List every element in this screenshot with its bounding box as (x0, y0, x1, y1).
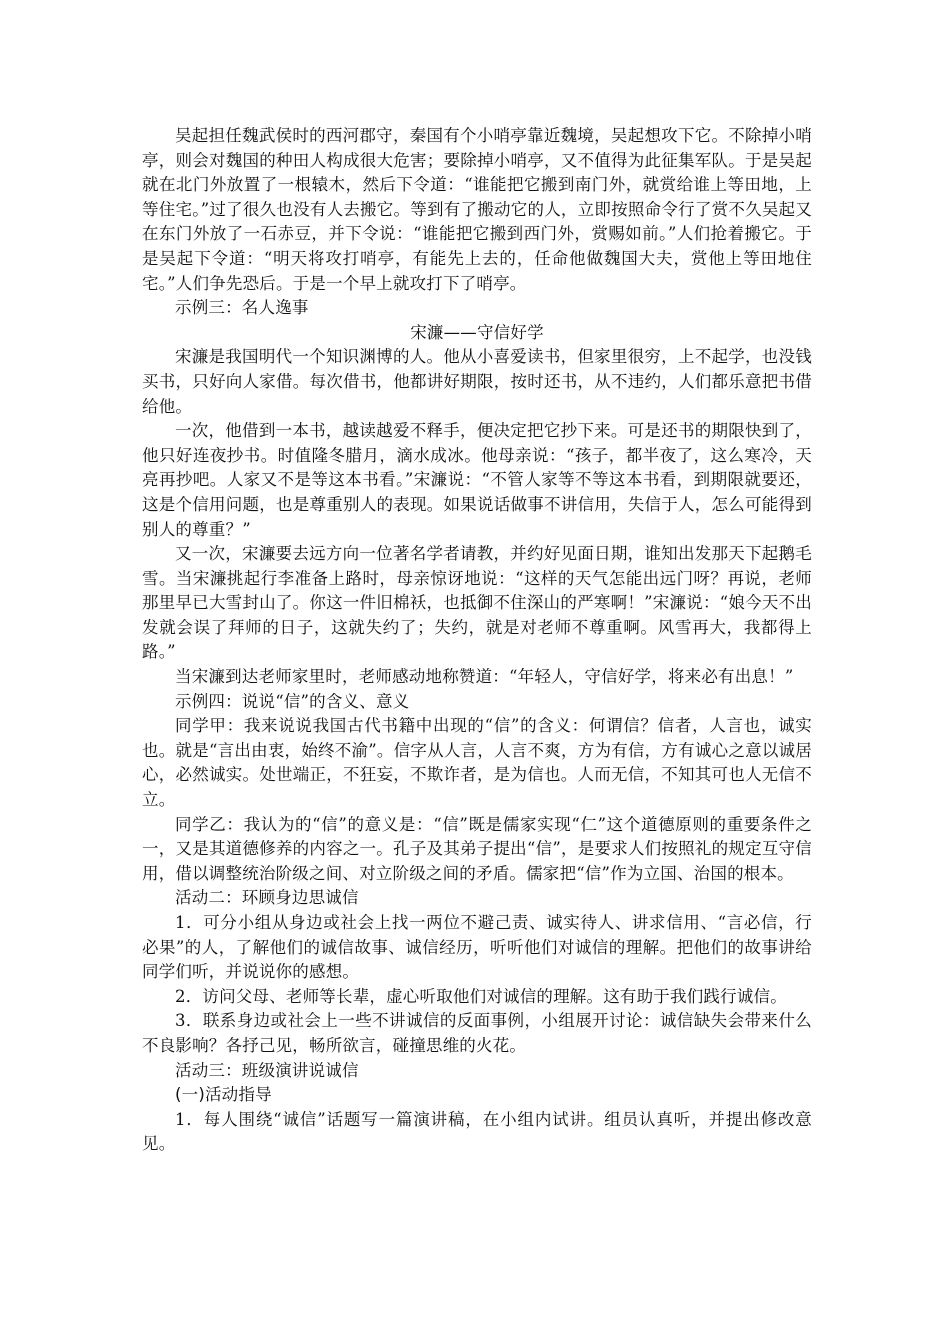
body-paragraph: 同学甲：我来说说我国古代书籍中出现的“信”的含义：何谓信？信者，人言也，诚实也。就是“言出由衷，始终不渝”。信字从人言，人言不爽，方为有信，方有诚心之意以诚居心，必然诚实。处世端正，不狂妄，不欺诈者，是为信也。人而无信，不知其可也人无信不立。 (142, 716, 812, 810)
example-three-label: 示例三：名人逸事 (175, 298, 309, 318)
example-four-label: 示例四：说说“信”的含义、意义 (175, 691, 410, 711)
list-item: 1．每人围绕“诚信”话题写一篇演讲稿，在小组内试讲。组员认真听，并提出修改意见。 (142, 1109, 812, 1154)
list-item: 2．访问父母、老师等长辈，虚心听取他们对诚信的理解。这有助于我们践行诚信。 (175, 986, 787, 1006)
body-paragraph: 又一次，宋濂要去远方向一位著名学者请教，并约好见面日期，谁知出发那天下起鹅毛雪。当宋濂挑起行李准备上路时，母亲惊讶地说：“这样的天气怎能出远门呀？再说，老师那里早已大雪封山了。你这一件旧棉袄，也抵御不住深山的严寒啊！”宋濂说：“娘今天不出发就会误了拜师的日子，这就失约了；失约，就是对老师不尊重啊。风雪再大，我都得上路。” (142, 544, 812, 662)
body-paragraph: 宋濂是我国明代一个知识渊博的人。他从小喜爱读书，但家里很穷，上不起学，也没钱买书，只好向人家借。每次借书，他都讲好期限，按时还书，从不违约，人们都乐意把书借给他。 (142, 347, 812, 416)
list-item: 3．联系身边或社会上一些不讲诚信的反面事例，小组展开讨论：诚信缺失会带来什么不良影响？各抒己见，畅所欲言，碰撞思维的火花。 (142, 1011, 812, 1055)
body-paragraph: 同学乙：我认为的“信”的意义是：“信”既是儒家实现“仁”这个道德原则的重要条件之一，又是其道德修养的内容之一。孔子及其弟子提出“信”，是要求人们按照礼的规定互守信用，借以调整统治阶级之间、对立阶级之间的矛盾。儒家把“信”作为立国、治国的根本。 (142, 814, 812, 883)
list-item: 1．可分小组从身边或社会上找一两位不避己责、诚实待人、讲求信用、“言必信，行必果”的人，了解他们的诚信故事、诚信经历，听听他们对诚信的理解。把他们的故事讲给同学们听，并说说你的感想。 (142, 913, 812, 982)
activity-three-heading: 活动三：班级演讲说诚信 (175, 1060, 359, 1080)
activity-two-heading: 活动二：环顾身边思诚信 (175, 888, 359, 908)
section-heading: (一)活动指导 (175, 1085, 272, 1105)
story-title: 宋濂——守信好学 (410, 322, 544, 342)
body-paragraph: 一次，他借到一本书，越读越爱不释手，便决定把它抄下来。可是还书的期限快到了，他只好连夜抄书。时值隆冬腊月，滴水成冰。他母亲说：“孩子，都半夜了，这么寒冷，天亮再抄吧。人家又不是等这本书看。”宋濂说：“不管人家等不等这本书看，到期限就要还，这是个信用问题，也是尊重别人的表现。如果说话做事不讲信用，失信于人，怎么可能得到别人的尊重？” (142, 421, 812, 539)
body-paragraph: 当宋濂到达老师家里时，老师感动地称赞道：“年轻人，守信好学，将来必有出息！” (175, 667, 794, 687)
story-wuqi-paragraph: 吴起担任魏武侯时的西河郡守，秦国有个小哨亭靠近魏境，吴起想攻下它。不除掉小哨亭，则会对魏国的种田人构成很大危害；要除掉小哨亭，又不值得为此征集军队。于是吴起就在北门外放置了一根辕木，然后下令道：“谁能把它搬到南门外，就赏给谁上等田地，上等住宅。”过了很久也没有人去搬它。等到有了搬动它的人，立即按照命令行了赏不久吴起又在东门外放了一石赤豆，并下令说：“谁能把它搬到西门外，赏赐如前。”人们抢着搬它。于是吴起下令道：“明天将攻打哨亭，有能先上去的，任命他做魏国大夫，赏他上等田地住宅。”人们争先恐后。于是一个早上就攻打下了哨亭。 (142, 126, 812, 293)
